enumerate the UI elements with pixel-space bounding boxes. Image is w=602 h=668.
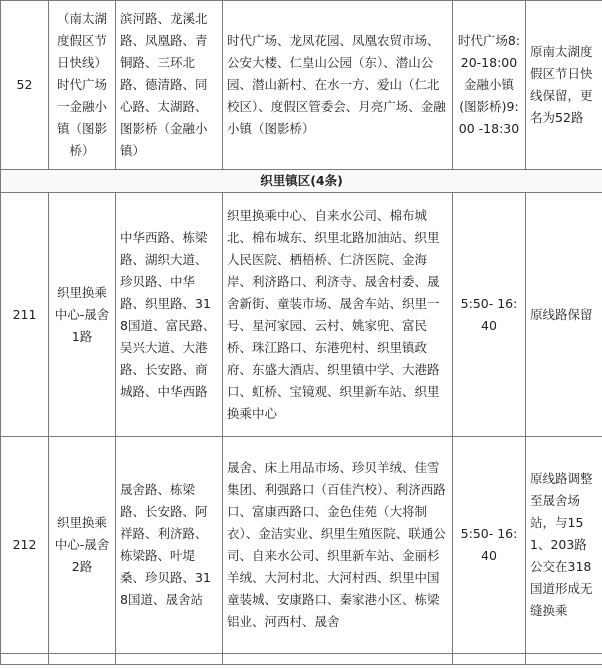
section-header-row bbox=[1, 170, 602, 193]
route-time: 时代广场8:20-18:00金融小镇(图影桥)9:00 -18:30 bbox=[453, 1, 526, 170]
empty-cell bbox=[116, 654, 223, 665]
table-row-cutoff bbox=[1, 654, 602, 665]
section-title: 织里镇区(4条) bbox=[1, 170, 602, 193]
route-note: 原线路调整至晟舍场站，与151、203路公交在318国道形成无缝换乘 bbox=[526, 437, 602, 654]
empty-cell bbox=[223, 654, 453, 665]
route-number: 52 bbox=[1, 1, 49, 170]
route-time: 5:50- 16:40 bbox=[453, 437, 526, 654]
table-row-route-212 bbox=[1, 437, 602, 654]
route-stops: 晟舍、床上用品市场、珍贝羊绒、佳雪集团、利强路口（百佳汽校）、利济西路口、富康西路口、金色佳苑（大将制衣）、金洁实业、织里生殖医院、联通公司、自来水公司、织里新车站、金丽杉羊绒、大河村北、大河村西、织里中国童装城、安康路口、秦家港小区、栋梁铝业、河西村、晟舍 bbox=[223, 437, 453, 654]
empty-cell bbox=[1, 654, 49, 665]
route-number: 211 bbox=[1, 193, 49, 437]
route-roads: 晟舍路、栋梁路、长安路、阿祥路、利济路、栋梁路、叶堤桑、珍贝路、318国道、晟舍站 bbox=[116, 437, 223, 654]
route-stops: 时代广场、龙凤花园、凤凰农贸市场、公安大楼、仁皇山公园（东）、潜山公园、潜山新村、在水一方、爱山（仁北校区）、度假区管委会、月亮广场、金融小镇（图影桥） bbox=[223, 1, 453, 170]
route-time: 5:50- 16:40 bbox=[453, 193, 526, 437]
route-roads: 滨河路、龙溪北路、凤凰路、青铜路、三环北路、德清路、同心路、太湖路、图影桥（金融小镇） bbox=[116, 1, 223, 170]
empty-cell bbox=[526, 654, 602, 665]
route-roads: 中华西路、栋梁路、湖织大道、珍贝路、中华路、织里路、318国道、富民路、吴兴大道、大港路、长安路、商城路、中华西路 bbox=[116, 193, 223, 437]
route-stops: 织里换乘中心、自来水公司、棉布城北、棉布城东、织里北路加油站、织里人民医院、栖梧桥、仁济医院、金海岸、利济路口、利济寺、晟舍村委、晟舍新街、童装市场、晟舍车站、织里一号、星河家园、云村、姚家兜、富民桥、珠江路口、东港兜村、织里镇政府、东盛大酒店、织里镇中学、大港路口、虹桥、宝镜观、织里新车站、织里换乘中心 bbox=[223, 193, 453, 437]
route-number: 212 bbox=[1, 437, 49, 654]
route-note: 原南太湖度假区节日快线保留，更名为52路 bbox=[526, 1, 602, 170]
empty-cell bbox=[453, 654, 526, 665]
table-row-route-52 bbox=[1, 1, 602, 170]
table-row-route-211 bbox=[1, 193, 602, 437]
route-name: 织里换乘中心-晟舍2路 bbox=[49, 437, 116, 654]
empty-cell bbox=[49, 654, 116, 665]
route-name: （南太湖度假区节日快线）时代广场一金融小镇（图影桥） bbox=[49, 1, 116, 170]
route-name: 织里换乘中心-晟舍1路 bbox=[49, 193, 116, 437]
route-note: 原线路保留 bbox=[526, 193, 602, 437]
